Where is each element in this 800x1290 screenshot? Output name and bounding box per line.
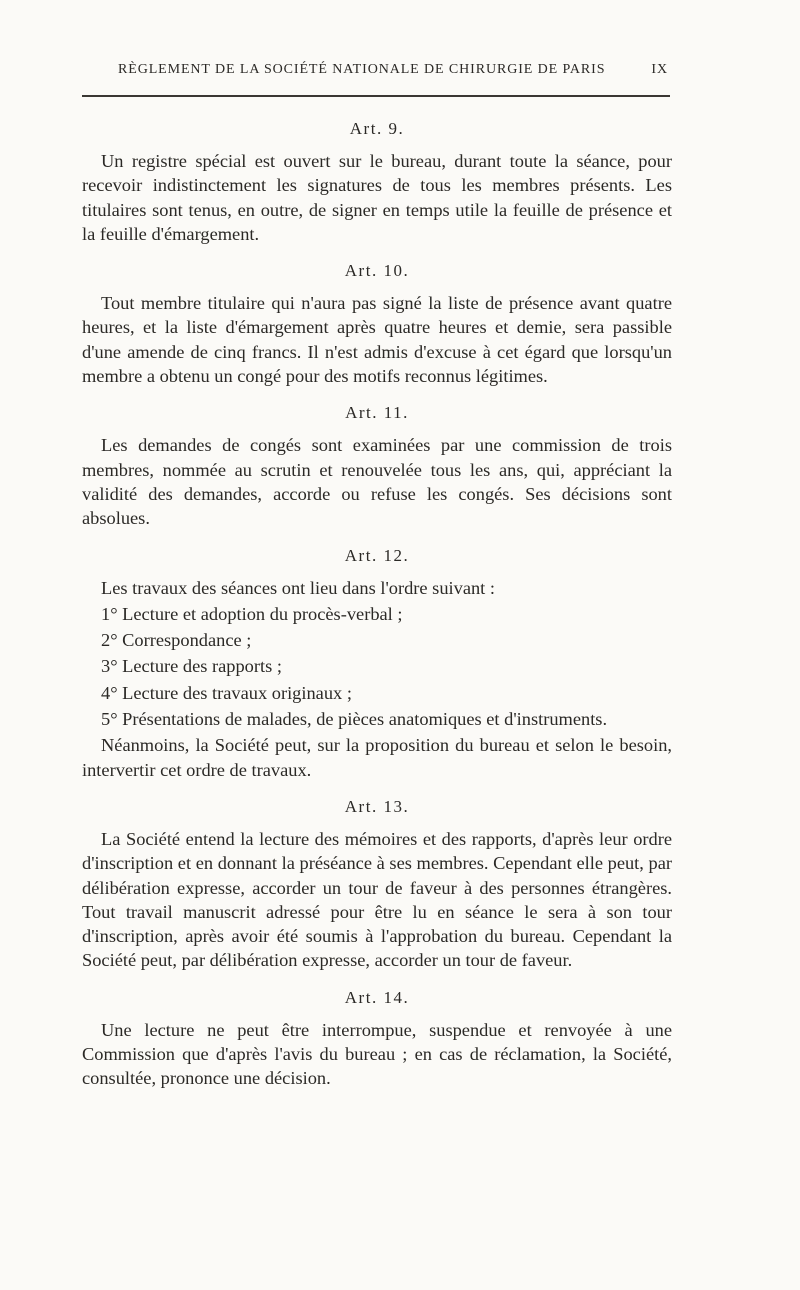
article-paragraph: Tout membre titulaire qui n'aura pas signé la liste de présence avant quatre heures, et la liste d'émargement après quatre heures et demie, sera passible d'une amende de cinq francs. Il n'est admis d'excuse à cet égard que lorsqu'un membre a obtenu un congé pour des motifs reconnus légitimes.	[82, 293, 672, 387]
article-heading: Art. 12.	[344, 545, 410, 565]
document-body	[82, 118, 672, 1105]
article-heading: Art. 11.	[345, 403, 409, 423]
list-item: 3° Lecture des rapports ;	[101, 656, 282, 677]
list-item: 1° Lecture et adoption du procès-verbal ;	[101, 603, 403, 624]
list-item: 4° Lecture des travaux originaux ;	[101, 682, 352, 703]
article-heading: Art. 13.	[344, 796, 410, 816]
article-heading: Art. 9.	[349, 119, 405, 138]
running-header	[118, 62, 668, 78]
header-rule	[82, 95, 670, 97]
article-intro: Les travaux des séances ont lieu dans l'ordre suivant :	[101, 577, 495, 598]
article-paragraph: Un registre spécial est ouvert sur le bureau, durant toute la séance, pour recevoir indistinctement les signatures de tous les membres présents. Les titulaires sont tenus, en outre, de signer en temps utile la feuille de présence et la feuille d'émargement.	[82, 151, 672, 244]
article-paragraph: Une lecture ne peut être interrompue, suspendue et renvoyée à une Commission que d'après l'avis du bureau ; en cas de réclamation, la Société, consultée, prononce une décision.	[82, 1019, 672, 1089]
list-item: 5° Présentations de malades, de pièces anatomiques et d'instruments.	[101, 709, 608, 730]
article-heading: Art. 10.	[344, 261, 410, 281]
list-item: 2° Correspondance ;	[101, 630, 252, 651]
page-number: IX	[651, 62, 668, 77]
article-closing: Néanmoins, la Société peut, sur la proposition du bureau et selon le besoin, intervertir cet ordre de travaux.	[82, 735, 672, 780]
article-paragraph: Les demandes de congés sont examinées par une commission de trois membres, nommée au scrutin et renouvelée tous les ans, qui, appréciant la validité des demandes, accorde ou refuse les congés. Ses décisions sont absolues.	[82, 435, 672, 529]
article-paragraph: La Société entend la lecture des mémoires et des rapports, d'après leur ordre d'inscription et en donnant la préséance à ses membres. Cependant elle peut, par délibération expresse, accorder un tour de faveur à des personnes étrangères. Tout travail manuscrit adressé pour être lu en séance le sera à son tour d'inscription, après avoir été soumis à l'approbation du bureau. Cependant la Société peut, par délibération expresse, accorder un tour de faveur.	[82, 828, 672, 971]
article-heading: Art. 14.	[344, 987, 410, 1007]
running-title: RÈGLEMENT DE LA SOCIÉTÉ NATIONALE DE CHIRURGIE DE PARIS	[118, 62, 606, 77]
